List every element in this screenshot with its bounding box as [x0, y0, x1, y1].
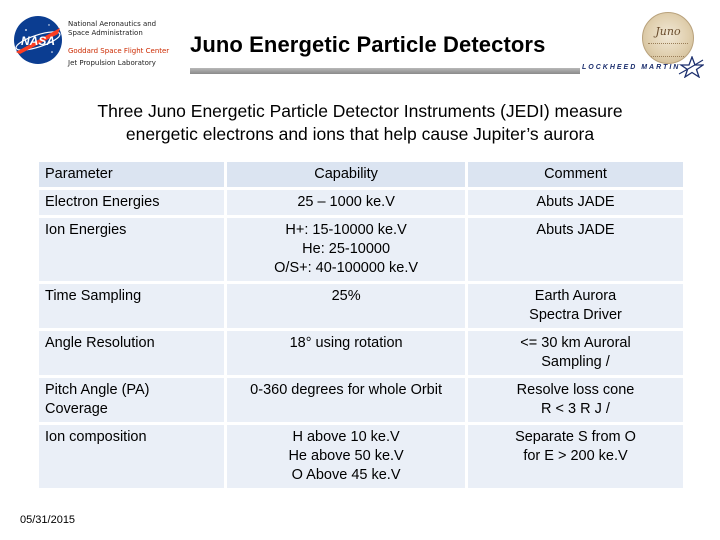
slide-subtitle [20, 100, 700, 146]
cell-line: O Above 45 ke.V [291, 467, 401, 483]
cell-comment [468, 218, 683, 281]
header-capability: Capability [227, 162, 465, 187]
cell-line: <= 30 km Auroral [520, 335, 631, 351]
table-row [39, 425, 683, 488]
cell-line: Abuts JADE [536, 194, 615, 210]
cell-line: R < 3 R J / [541, 401, 610, 417]
cell-parameter [39, 331, 224, 375]
cell-line: Sampling / [541, 354, 610, 370]
cell-comment [468, 378, 683, 422]
cell-capability [227, 425, 465, 488]
cell-line: Ion Energies [45, 222, 127, 238]
footer-date: 05/31/2015 [20, 514, 76, 526]
lockheed-martin-star-icon [678, 56, 704, 78]
cell-parameter [39, 218, 224, 281]
nasa-logo-text: NASA [20, 34, 56, 48]
cell-comment [468, 331, 683, 375]
cell-capability [227, 331, 465, 375]
cell-parameter [39, 284, 224, 328]
cell-capability [227, 284, 465, 328]
cell-parameter [39, 425, 224, 488]
cell-comment [468, 190, 683, 215]
cell-line: He above 50 ke.V [288, 448, 404, 464]
cell-line: H above 10 ke.V [292, 429, 400, 445]
cell-parameter [39, 378, 224, 422]
cell-parameter [39, 190, 224, 215]
cell-line: Earth Aurora [534, 288, 617, 304]
org-center: Goddard Space Flight Center [68, 47, 170, 55]
cell-line: Time Sampling [45, 288, 142, 304]
table-row [39, 284, 683, 328]
header-parameter: Parameter [39, 162, 224, 187]
table-row [39, 378, 683, 422]
subtitle-line-1: Three Juno Energetic Particle Detector Instruments (JEDI) measure [97, 101, 623, 121]
org-name-line2: Space Administration [68, 29, 143, 37]
cell-line: 0-360 degrees for whole Orbit [250, 382, 442, 398]
juno-badge-decoration [648, 43, 688, 57]
table-header-row [39, 162, 683, 187]
cell-line: He: 25-10000 [302, 241, 391, 257]
organization-block [68, 20, 169, 68]
cell-capability [227, 218, 465, 281]
cell-line: 18° using rotation [289, 335, 403, 351]
cell-comment [468, 425, 683, 488]
cell-line: Angle Resolution [45, 335, 155, 351]
juno-badge-text: Juno [655, 25, 681, 38]
lockheed-martin-wordmark: LOCKHEED MARTIN [582, 64, 681, 71]
cell-line: H+: 15-10000 ke.V [285, 222, 407, 238]
cell-line: Electron Energies [45, 194, 160, 210]
capabilities-table [36, 159, 686, 491]
cell-line: 25 – 1000 ke.V [297, 194, 395, 210]
cell-line: Spectra Driver [529, 307, 622, 323]
cell-line: Separate S from O [515, 429, 636, 445]
cell-comment [468, 284, 683, 328]
nasa-logo-icon [12, 14, 64, 66]
slide-title: Juno Energetic Particle Detectors [190, 32, 546, 57]
table-row [39, 218, 683, 281]
cell-line: Abuts JADE [536, 222, 615, 238]
cell-capability [227, 378, 465, 422]
cell-line: Resolve loss cone [516, 382, 635, 398]
cell-line: Pitch Angle (PA) [45, 382, 150, 398]
subtitle-line-2: energetic electrons and ions that help cause Jupiter’s aurora [125, 124, 595, 144]
cell-capability [227, 190, 465, 215]
org-jpl: Jet Propulsion Laboratory [68, 59, 156, 67]
table-row [39, 331, 683, 375]
table-row [39, 190, 683, 215]
header-comment: Comment [468, 162, 683, 187]
cell-line: Ion composition [45, 429, 147, 445]
cell-line: 25% [331, 288, 361, 304]
org-name-line1: National Aeronautics and [68, 20, 157, 28]
cell-line: Coverage [45, 401, 108, 417]
cell-line: for E > 200 ke.V [523, 448, 628, 464]
cell-line: O/S+: 40-100000 ke.V [274, 260, 419, 276]
header-divider [190, 68, 580, 74]
